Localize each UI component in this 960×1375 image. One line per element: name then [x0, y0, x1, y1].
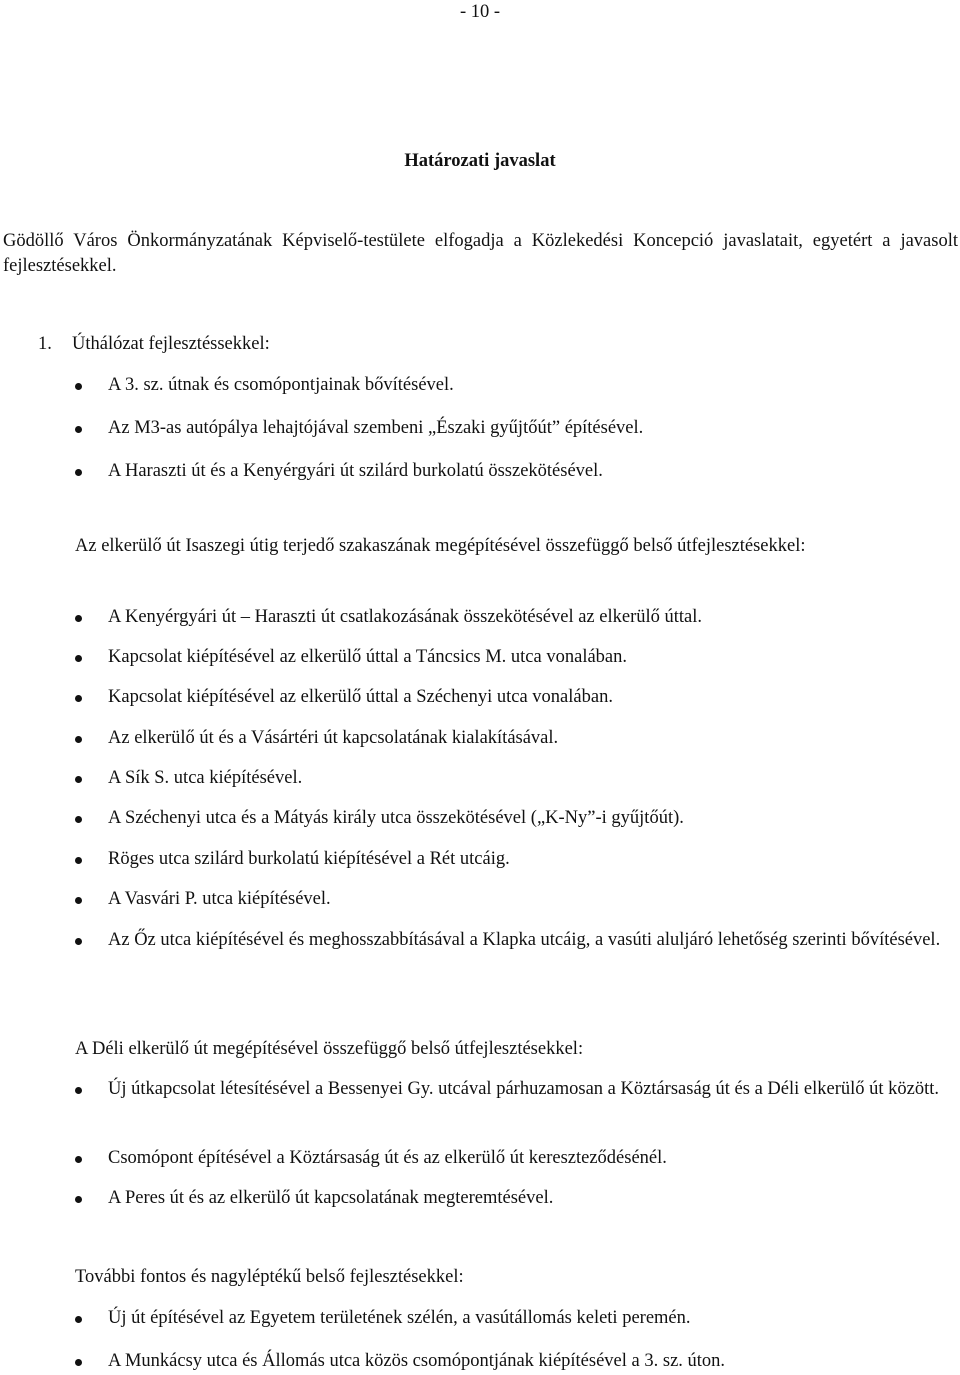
list-item: Új út építésével az Egyetem területének szélén, a vasútállomás keleti peremén. — [75, 1306, 959, 1331]
list-item: Az M3-as autópálya lehajtójával szembeni „Északi gyűjtőút” építésével. — [75, 416, 959, 441]
bullet-icon — [75, 1316, 82, 1323]
bullet-icon — [75, 615, 82, 622]
list-item: A Vasvári P. utca kiépítésével. — [75, 887, 959, 912]
list-item: Kapcsolat kiépítésével az elkerülő úttal a Táncsics M. utca vonalában. — [75, 645, 959, 670]
list-item: A Peres út és az elkerülő út kapcsolatának megteremtésével. — [75, 1186, 959, 1211]
page-number: - 10 - — [459, 2, 501, 22]
section-1-heading — [38, 332, 270, 357]
intro-paragraph: Gödöllő Város Önkormányzatának Képviselő-testülete elfogadja a Közlekedési Koncepció javaslatait, egyetért a javasolt fejlesztésekkel. — [3, 231, 958, 276]
bullet-icon — [75, 857, 82, 864]
list-item: Röges utca szilárd burkolatú kiépítésével a Rét utcáig. — [75, 847, 959, 872]
bullet-icon — [75, 897, 82, 904]
bullet-icon — [75, 1156, 82, 1163]
section-1-number: 1. — [38, 334, 52, 354]
bullet-icon — [75, 426, 82, 433]
section-4-heading: További fontos és nagyléptékű belső fejlesztésekkel: — [75, 1267, 464, 1287]
bullet-icon — [75, 469, 82, 476]
list-item: A Munkácsy utca és Állomás utca közös csomópontjának kiépítésével a 3. sz. úton. — [75, 1349, 959, 1374]
list-item: Az Őz utca kiépítésével és meghosszabbításával a Klapka utcáig, a vasúti aluljáró lehetőség szerinti bővítésével. — [75, 928, 959, 953]
list-item: A 3. sz. útnak és csomópontjainak bővítésével. — [75, 373, 959, 398]
list-item: Az elkerülő út és a Vásártéri út kapcsolatának kialakításával. — [75, 726, 959, 751]
section-1-title: Úthálózat fejlesztéssekkel: — [72, 334, 270, 354]
document-title: Határozati javaslat — [404, 151, 556, 171]
list-item: A Kenyérgyári út – Haraszti út csatlakozásának összekötésével az elkerülő úttal. — [75, 605, 959, 630]
bullet-icon — [75, 1359, 82, 1366]
list-item: A Széchenyi utca és a Mátyás király utca összekötésével („K-Ny”-i gyűjtőút). — [75, 806, 959, 831]
bullet-icon — [75, 776, 82, 783]
list-item: A Sík S. utca kiépítésével. — [75, 766, 959, 791]
list-item: Csomópont építésével a Köztársaság út és az elkerülő út kereszteződésénél. — [75, 1146, 959, 1171]
bullet-icon — [75, 1087, 82, 1094]
list-item: Kapcsolat kiépítésével az elkerülő úttal a Széchenyi utca vonalában. — [75, 685, 959, 710]
list-item: A Haraszti út és a Kenyérgyári út szilárd burkolatú összekötésével. — [75, 459, 959, 484]
bullet-icon — [75, 816, 82, 823]
bullet-icon — [75, 736, 82, 743]
bullet-icon — [75, 695, 82, 702]
section-2-heading: Az elkerülő út Isaszegi útig terjedő szakaszának megépítésével összefüggő belső útfejlesztésekkel: — [75, 536, 806, 556]
list-item: Új útkapcsolat létesítésével a Bessenyei Gy. utcával párhuzamosan a Köztársaság út és a Déli elkerülő út között. — [75, 1077, 959, 1102]
bullet-icon — [75, 938, 82, 945]
section-3-heading: A Déli elkerülő út megépítésével összefüggő belső útfejlesztésekkel: — [75, 1039, 584, 1059]
bullet-icon — [75, 1196, 82, 1203]
bullet-icon — [75, 655, 82, 662]
bullet-icon — [75, 383, 82, 390]
